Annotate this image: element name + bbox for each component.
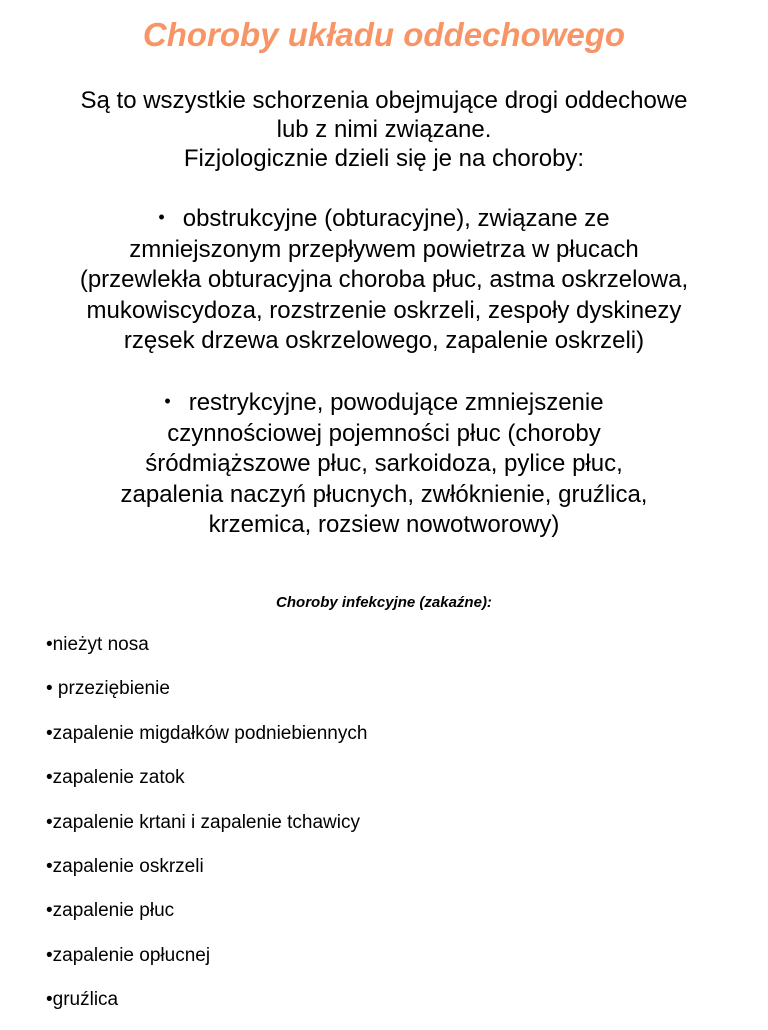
infectious-diseases-heading: Choroby infekcyjne (zakaźne): [276, 594, 492, 611]
intro-paragraph [0, 86, 768, 173]
list-item: •zapalenie opłucnej [46, 944, 211, 966]
intro-line: Fizjologicznie dzieli się je na choroby: [183, 145, 585, 172]
list-item: •zapalenie migdałków podniebiennych [46, 722, 368, 744]
restrictive-line: czynnościowej pojemności płuc (choroby [167, 419, 601, 447]
obstructive-line: zmniejszonym przepływem powietrza w płucach [129, 235, 639, 263]
restrictive-line: śródmiąższowe płuc, sarkoidoza, pylice płuc, [145, 450, 623, 477]
bullet-icon: • [164, 391, 171, 411]
list-item: • przeziębienie [46, 678, 170, 700]
list-item: •gruźlica [46, 989, 119, 1011]
restrictive-diseases-block [0, 386, 768, 541]
obstructive-first-line [0, 202, 768, 235]
restrictive-first-line [0, 386, 768, 419]
page-title: Choroby układu oddechowego [142, 16, 626, 53]
obstructive-line: mukowiscydoza, rozstrzenie oskrzeli, zespoły dyskinezy [86, 296, 682, 324]
obstructive-diseases-block [0, 202, 768, 357]
bullet-icon: • [158, 207, 165, 227]
list-item: •nieżyt nosa [46, 634, 149, 655]
list-item: •zapalenie oskrzeli [46, 855, 204, 877]
list-item: •zapalenie płuc [46, 900, 175, 922]
obstructive-line: rzęsek drzewa oskrzelowego, zapalenie oskrzeli) [123, 327, 645, 354]
restrictive-text: restrykcyjne, powodujące zmniejszenie [188, 389, 604, 416]
infectious-diseases-list [46, 630, 367, 1030]
list-item: •zapalenie zatok [46, 767, 185, 789]
restrictive-line: krzemica, rozsiew nowotworowy) [208, 511, 560, 538]
obstructive-text: obstrukcyjne (obturacyjne), związane ze [182, 205, 610, 232]
intro-line: lub z nimi związane. [276, 116, 492, 143]
restrictive-line: zapalenia naczyń płucnych, zwłóknienie, gruźlica, [120, 480, 648, 508]
obstructive-line: (przewlekła obturacyjna choroba płuc, astma oskrzelowa, [79, 266, 689, 293]
list-item: •zapalenie krtani i zapalenie tchawicy [46, 811, 360, 833]
intro-line: Są to wszystkie schorzenia obejmujące drogi oddechowe [80, 87, 688, 114]
